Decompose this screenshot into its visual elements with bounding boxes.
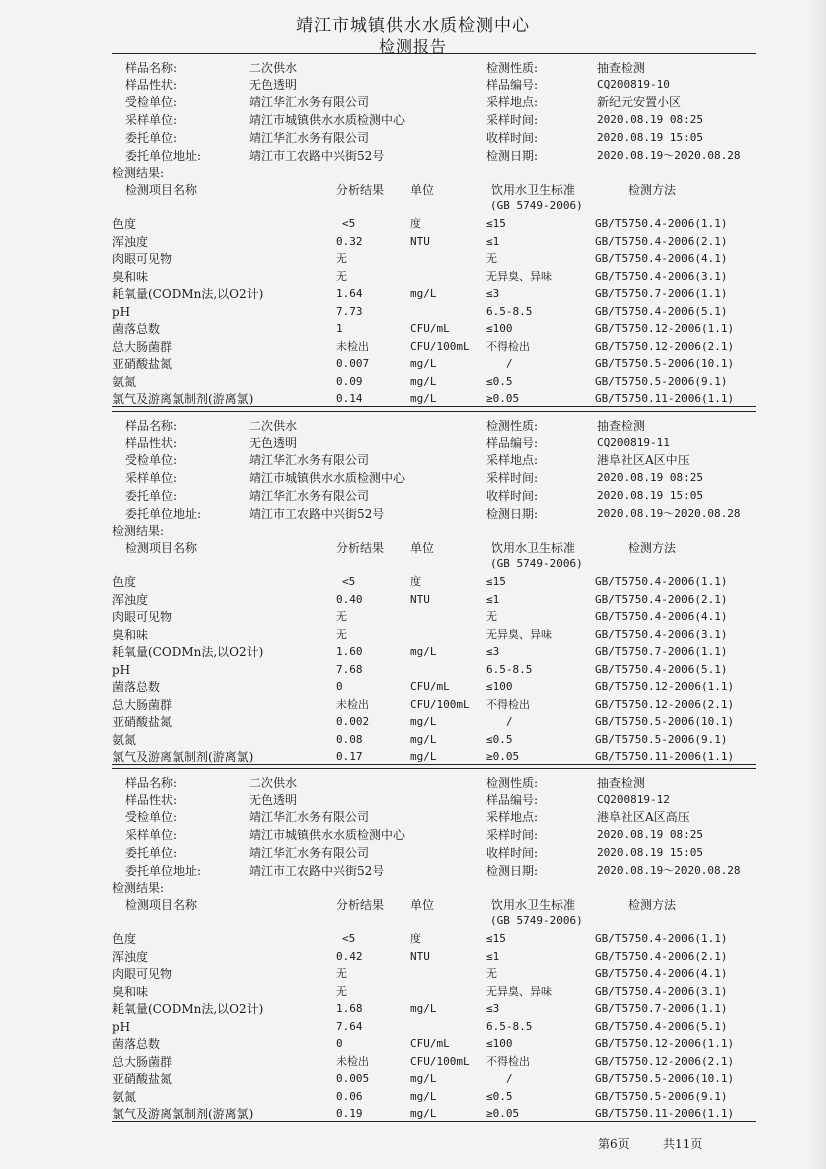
item-result: 0.42: [336, 950, 363, 963]
item-standard: ≤0.5: [486, 733, 513, 746]
col-header-item: 检测项目名称: [125, 541, 198, 555]
field-value-client-unit: 靖江华汇水务有限公司: [249, 846, 370, 860]
item-unit: mg/L: [410, 1107, 437, 1120]
item-unit: mg/L: [410, 287, 437, 300]
item-unit: CFU/100mL: [410, 340, 470, 353]
field-value-sample-name: 二次供水: [249, 776, 298, 790]
item-result: 0: [336, 680, 343, 693]
item-result: 无: [336, 985, 347, 998]
col-header-method: 检测方法: [628, 541, 677, 555]
item-name: 浑浊度: [112, 593, 149, 607]
results-heading: 检测结果:: [112, 166, 165, 180]
field-label-sampling-site: 采样地点:: [486, 810, 539, 824]
section-top-rule: [112, 53, 756, 54]
field-label-test-date: 检测日期:: [486, 864, 539, 878]
sample-section: [0, 55, 826, 410]
field-value-sampling-site: 港阜社区A区高压: [597, 810, 690, 824]
col-header-item: 检测项目名称: [125, 183, 198, 197]
field-value-sampling-site: 港阜社区A区中压: [597, 453, 690, 467]
field-label-client-address: 委托单位地址:: [125, 864, 202, 878]
col-header-result: 分析结果: [336, 541, 385, 555]
item-standard: 6.5-8.5: [486, 1020, 533, 1033]
col-header-result: 分析结果: [336, 898, 385, 912]
item-name: 色度: [112, 932, 137, 946]
item-standard: 无异臭、异味: [486, 628, 552, 641]
item-result: 1.60: [336, 645, 363, 658]
field-value-test-date: 2020.08.19～2020.08.28: [597, 507, 741, 520]
item-result: <5: [342, 932, 356, 945]
item-unit: mg/L: [410, 1072, 437, 1085]
field-value-test-nature: 抽查检测: [597, 776, 646, 790]
item-method: GB/T5750.4-2006(2.1): [595, 593, 728, 606]
field-value-inspected-unit: 靖江华汇水务有限公司: [249, 810, 370, 824]
item-method: GB/T5750.7-2006(1.1): [595, 645, 728, 658]
item-unit: mg/L: [410, 1002, 437, 1015]
item-result: 无: [336, 270, 347, 283]
field-label-receipt-time: 收样时间:: [486, 846, 539, 860]
item-method: GB/T5750.12-2006(1.1): [595, 680, 735, 693]
field-value-sample-no: CQ200819-10: [597, 78, 670, 91]
item-standard: ≤1: [486, 593, 500, 606]
item-standard: 6.5-8.5: [486, 663, 533, 676]
item-standard: 无异臭、异味: [486, 985, 552, 998]
item-unit: NTU: [410, 235, 430, 248]
item-standard: ≥0.05: [486, 1107, 520, 1120]
field-value-sample-state: 无色透明: [249, 78, 298, 92]
page-number: 第6页: [598, 1137, 630, 1151]
section-top-rule: [112, 768, 756, 769]
field-value-sampling-unit: 靖江市城镇供水水质检测中心: [249, 471, 406, 485]
field-label-client-unit: 委托单位:: [125, 131, 178, 145]
item-unit: mg/L: [410, 357, 437, 370]
field-value-inspected-unit: 靖江华汇水务有限公司: [249, 95, 370, 109]
field-label-test-nature: 检测性质:: [486, 776, 539, 790]
field-value-client-unit: 靖江华汇水务有限公司: [249, 489, 370, 503]
col-header-unit: 单位: [410, 541, 435, 555]
field-value-sample-state: 无色透明: [249, 793, 298, 807]
item-unit: mg/L: [410, 750, 437, 763]
item-name: 色度: [112, 575, 137, 589]
item-unit: mg/L: [410, 1090, 437, 1103]
field-label-sampling-time: 采样时间:: [486, 471, 539, 485]
item-unit: CFU/100mL: [410, 698, 470, 711]
item-method: GB/T5750.4-2006(5.1): [595, 1020, 728, 1033]
item-result: <5: [342, 217, 356, 230]
org-title: 靖江市城镇供水水质检测中心: [296, 16, 530, 36]
item-unit: mg/L: [410, 392, 437, 405]
item-method: GB/T5750.11-2006(1.1): [595, 1107, 735, 1120]
item-result: 未检出: [336, 698, 369, 711]
item-method: GB/T5750.4-2006(5.1): [595, 663, 728, 676]
item-standard: 无: [486, 967, 497, 980]
item-result: 0.005: [336, 1072, 370, 1085]
item-method: GB/T5750.7-2006(1.1): [595, 1002, 728, 1015]
item-method: GB/T5750.4-2006(2.1): [595, 235, 728, 248]
item-name: 菌落总数: [112, 322, 161, 336]
field-label-sample-state: 样品性状:: [125, 78, 178, 92]
item-unit: CFU/mL: [410, 680, 450, 693]
item-result: 0.40: [336, 593, 363, 606]
item-result: 0: [336, 1037, 343, 1050]
field-value-test-date: 2020.08.19～2020.08.28: [597, 149, 741, 162]
item-result: 0.17: [336, 750, 363, 763]
item-method: GB/T5750.4-2006(2.1): [595, 950, 728, 963]
field-value-sample-no: CQ200819-12: [597, 793, 670, 806]
item-method: GB/T5750.4-2006(1.1): [595, 575, 728, 588]
item-result: 0.007: [336, 357, 370, 370]
item-result: 0.09: [336, 375, 363, 388]
item-method: GB/T5750.4-2006(3.1): [595, 985, 728, 998]
field-label-client-unit: 委托单位:: [125, 489, 178, 503]
item-name: 氯气及游离氯制剂(游离氯): [112, 750, 254, 764]
item-name: 亚硝酸盐氮: [112, 357, 173, 371]
item-standard: ≤100: [486, 1037, 513, 1050]
field-value-sample-name: 二次供水: [249, 419, 298, 433]
item-name: 臭和味: [112, 985, 149, 999]
field-value-inspected-unit: 靖江华汇水务有限公司: [249, 453, 370, 467]
item-standard: ≤15: [486, 932, 506, 945]
item-method: GB/T5750.4-2006(4.1): [595, 967, 728, 980]
field-label-client-address: 委托单位地址:: [125, 149, 202, 163]
item-name: 耗氧量(CODMn法,以O2计): [112, 1002, 264, 1016]
field-label-sampling-unit: 采样单位:: [125, 113, 178, 127]
field-label-sample-no: 样品编号:: [486, 793, 539, 807]
item-name: 总大肠菌群: [112, 698, 173, 712]
col-header-method: 检测方法: [628, 183, 677, 197]
field-label-client-unit: 委托单位:: [125, 846, 178, 860]
item-standard: 6.5-8.5: [486, 305, 533, 318]
item-standard: ≤3: [486, 287, 500, 300]
col-header-unit: 单位: [410, 898, 435, 912]
item-name: 耗氧量(CODMn法,以O2计): [112, 645, 264, 659]
field-label-sampling-time: 采样时间:: [486, 828, 539, 842]
item-name: 总大肠菌群: [112, 340, 173, 354]
item-method: GB/T5750.4-2006(4.1): [595, 610, 728, 623]
sample-section: [0, 770, 826, 1125]
field-label-receipt-time: 收样时间:: [486, 489, 539, 503]
col-header-standard-ref: (GB 5749-2006): [490, 557, 583, 570]
col-header-unit: 单位: [410, 183, 435, 197]
item-unit: CFU/100mL: [410, 1055, 470, 1068]
field-value-receipt-time: 2020.08.19 15:05: [597, 846, 703, 859]
item-name: 浑浊度: [112, 235, 149, 249]
item-name: 耗氧量(CODMn法,以O2计): [112, 287, 264, 301]
item-name: 氯气及游离氯制剂(游离氯): [112, 392, 254, 406]
item-method: GB/T5750.12-2006(2.1): [595, 698, 735, 711]
field-label-receipt-time: 收样时间:: [486, 131, 539, 145]
field-label-sample-state: 样品性状:: [125, 793, 178, 807]
field-value-sampling-time: 2020.08.19 08:25: [597, 471, 703, 484]
field-value-sampling-unit: 靖江市城镇供水水质检测中心: [249, 828, 406, 842]
item-result: 7.73: [336, 305, 363, 318]
col-header-item: 检测项目名称: [125, 898, 198, 912]
item-standard: ≤0.5: [486, 375, 513, 388]
item-result: 1.64: [336, 287, 363, 300]
item-name: 亚硝酸盐氮: [112, 1072, 173, 1086]
item-result: 0.14: [336, 392, 363, 405]
item-name: 氯气及游离氯制剂(游离氯): [112, 1107, 254, 1121]
sample-section: [0, 413, 826, 768]
item-standard: ≥0.05: [486, 750, 520, 763]
field-label-test-date: 检测日期:: [486, 507, 539, 521]
item-standard: ≤1: [486, 950, 500, 963]
item-standard: 无: [486, 610, 497, 623]
item-name: 总大肠菌群: [112, 1055, 173, 1069]
item-method: GB/T5750.12-2006(1.1): [595, 322, 735, 335]
item-name: 臭和味: [112, 270, 149, 284]
item-name: pH: [112, 1020, 131, 1034]
col-header-method: 检测方法: [628, 898, 677, 912]
item-name: 肉眼可见物: [112, 967, 173, 981]
field-label-test-nature: 检测性质:: [486, 61, 539, 75]
item-name: 肉眼可见物: [112, 610, 173, 624]
results-heading: 检测结果:: [112, 524, 165, 538]
field-value-receipt-time: 2020.08.19 15:05: [597, 489, 703, 502]
item-result: 7.64: [336, 1020, 363, 1033]
field-label-sampling-time: 采样时间:: [486, 113, 539, 127]
field-label-sample-name: 样品名称:: [125, 776, 178, 790]
section-top-rule: [112, 411, 756, 412]
field-label-sampling-site: 采样地点:: [486, 453, 539, 467]
item-standard: ≤100: [486, 680, 513, 693]
item-name: 色度: [112, 217, 137, 231]
field-value-client-address: 靖江市工农路中兴街52号: [249, 507, 385, 521]
item-result: 无: [336, 610, 347, 623]
item-method: GB/T5750.4-2006(3.1): [595, 628, 728, 641]
item-unit: mg/L: [410, 375, 437, 388]
item-unit: NTU: [410, 950, 430, 963]
item-method: GB/T5750.4-2006(3.1): [595, 270, 728, 283]
item-name: 氨氮: [112, 1090, 137, 1104]
item-name: 氨氮: [112, 375, 137, 389]
field-value-sampling-site: 新纪元安置小区: [597, 95, 682, 109]
col-header-result: 分析结果: [336, 183, 385, 197]
item-standard: ≤15: [486, 217, 506, 230]
item-name: 臭和味: [112, 628, 149, 642]
item-name: 菌落总数: [112, 680, 161, 694]
item-standard: /: [506, 357, 513, 370]
item-method: GB/T5750.12-2006(2.1): [595, 340, 735, 353]
item-standard: ≤3: [486, 1002, 500, 1015]
field-label-sample-name: 样品名称:: [125, 61, 178, 75]
item-standard: ≤1: [486, 235, 500, 248]
item-standard: 不得检出: [486, 698, 530, 711]
item-result: 无: [336, 252, 347, 265]
item-name: 菌落总数: [112, 1037, 161, 1051]
item-method: GB/T5750.4-2006(5.1): [595, 305, 728, 318]
item-standard: /: [506, 1072, 513, 1085]
item-standard: ≤15: [486, 575, 506, 588]
item-unit: NTU: [410, 593, 430, 606]
item-method: GB/T5750.7-2006(1.1): [595, 287, 728, 300]
item-method: GB/T5750.5-2006(10.1): [595, 1072, 735, 1085]
field-value-test-nature: 抽查检测: [597, 419, 646, 433]
item-unit: CFU/mL: [410, 1037, 450, 1050]
field-label-sampling-unit: 采样单位:: [125, 471, 178, 485]
item-method: GB/T5750.5-2006(10.1): [595, 715, 735, 728]
field-label-sampling-site: 采样地点:: [486, 95, 539, 109]
item-result: 无: [336, 628, 347, 641]
item-result: 0.002: [336, 715, 370, 728]
field-value-client-unit: 靖江华汇水务有限公司: [249, 131, 370, 145]
item-standard: ≤0.5: [486, 1090, 513, 1103]
field-label-sampling-unit: 采样单位:: [125, 828, 178, 842]
item-method: GB/T5750.11-2006(1.1): [595, 392, 735, 405]
item-method: GB/T5750.12-2006(2.1): [595, 1055, 735, 1068]
field-value-sampling-time: 2020.08.19 08:25: [597, 113, 703, 126]
item-standard: 不得检出: [486, 340, 530, 353]
item-result: 7.68: [336, 663, 363, 676]
item-result: 未检出: [336, 340, 369, 353]
item-result: 1: [336, 322, 343, 335]
field-value-sample-state: 无色透明: [249, 436, 298, 450]
col-header-standard-ref: (GB 5749-2006): [490, 199, 583, 212]
item-method: GB/T5750.4-2006(1.1): [595, 217, 728, 230]
item-standard: ≥0.05: [486, 392, 520, 405]
col-header-standard: 饮用水卫生标准: [491, 183, 576, 197]
item-method: GB/T5750.5-2006(9.1): [595, 375, 728, 388]
item-unit: 度: [410, 217, 421, 230]
field-label-test-nature: 检测性质:: [486, 419, 539, 433]
field-label-inspected-unit: 受检单位:: [125, 453, 178, 467]
item-standard: /: [506, 715, 513, 728]
item-standard: 不得检出: [486, 1055, 530, 1068]
item-standard: ≤3: [486, 645, 500, 658]
results-heading: 检测结果:: [112, 881, 165, 895]
item-result: 无: [336, 967, 347, 980]
item-unit: CFU/mL: [410, 322, 450, 335]
item-name: 肉眼可见物: [112, 252, 173, 266]
item-result: 1.68: [336, 1002, 363, 1015]
field-label-sample-name: 样品名称:: [125, 419, 178, 433]
item-standard: 无: [486, 252, 497, 265]
item-method: GB/T5750.4-2006(4.1): [595, 252, 728, 265]
item-unit: mg/L: [410, 715, 437, 728]
page-total: 共11页: [663, 1137, 703, 1151]
col-header-standard-ref: (GB 5749-2006): [490, 914, 583, 927]
item-result: 未检出: [336, 1055, 369, 1068]
field-label-sample-state: 样品性状:: [125, 436, 178, 450]
field-label-sample-no: 样品编号:: [486, 78, 539, 92]
field-value-test-date: 2020.08.19～2020.08.28: [597, 864, 741, 877]
item-unit: 度: [410, 575, 421, 588]
item-name: 亚硝酸盐氮: [112, 715, 173, 729]
item-unit: 度: [410, 932, 421, 945]
scan-shadow: [808, 0, 826, 1169]
field-label-inspected-unit: 受检单位:: [125, 810, 178, 824]
field-value-sample-no: CQ200819-11: [597, 436, 670, 449]
item-name: pH: [112, 305, 131, 319]
item-name: 浑浊度: [112, 950, 149, 964]
field-label-client-address: 委托单位地址:: [125, 507, 202, 521]
item-name: 氨氮: [112, 733, 137, 747]
field-value-sampling-unit: 靖江市城镇供水水质检测中心: [249, 113, 406, 127]
col-header-standard: 饮用水卫生标准: [491, 541, 576, 555]
item-result: 0.19: [336, 1107, 363, 1120]
item-method: GB/T5750.4-2006(1.1): [595, 932, 728, 945]
item-standard: ≤100: [486, 322, 513, 335]
item-method: GB/T5750.5-2006(9.1): [595, 733, 728, 746]
item-name: pH: [112, 663, 131, 677]
field-label-test-date: 检测日期:: [486, 149, 539, 163]
col-header-standard: 饮用水卫生标准: [491, 898, 576, 912]
field-value-receipt-time: 2020.08.19 15:05: [597, 131, 703, 144]
field-value-client-address: 靖江市工农路中兴街52号: [249, 864, 385, 878]
item-unit: mg/L: [410, 733, 437, 746]
item-method: GB/T5750.12-2006(1.1): [595, 1037, 735, 1050]
field-value-sampling-time: 2020.08.19 08:25: [597, 828, 703, 841]
field-value-sample-name: 二次供水: [249, 61, 298, 75]
item-result: 0.08: [336, 733, 363, 746]
item-result: 0.32: [336, 235, 363, 248]
item-result: <5: [342, 575, 356, 588]
item-standard: 无异臭、异味: [486, 270, 552, 283]
field-label-inspected-unit: 受检单位:: [125, 95, 178, 109]
item-method: GB/T5750.5-2006(10.1): [595, 357, 735, 370]
field-label-sample-no: 样品编号:: [486, 436, 539, 450]
item-method: GB/T5750.11-2006(1.1): [595, 750, 735, 763]
item-unit: mg/L: [410, 645, 437, 658]
field-value-client-address: 靖江市工农路中兴街52号: [249, 149, 385, 163]
report-title: 检测报告: [378, 37, 447, 56]
field-value-test-nature: 抽查检测: [597, 61, 646, 75]
item-method: GB/T5750.5-2006(9.1): [595, 1090, 728, 1103]
item-result: 0.06: [336, 1090, 363, 1103]
